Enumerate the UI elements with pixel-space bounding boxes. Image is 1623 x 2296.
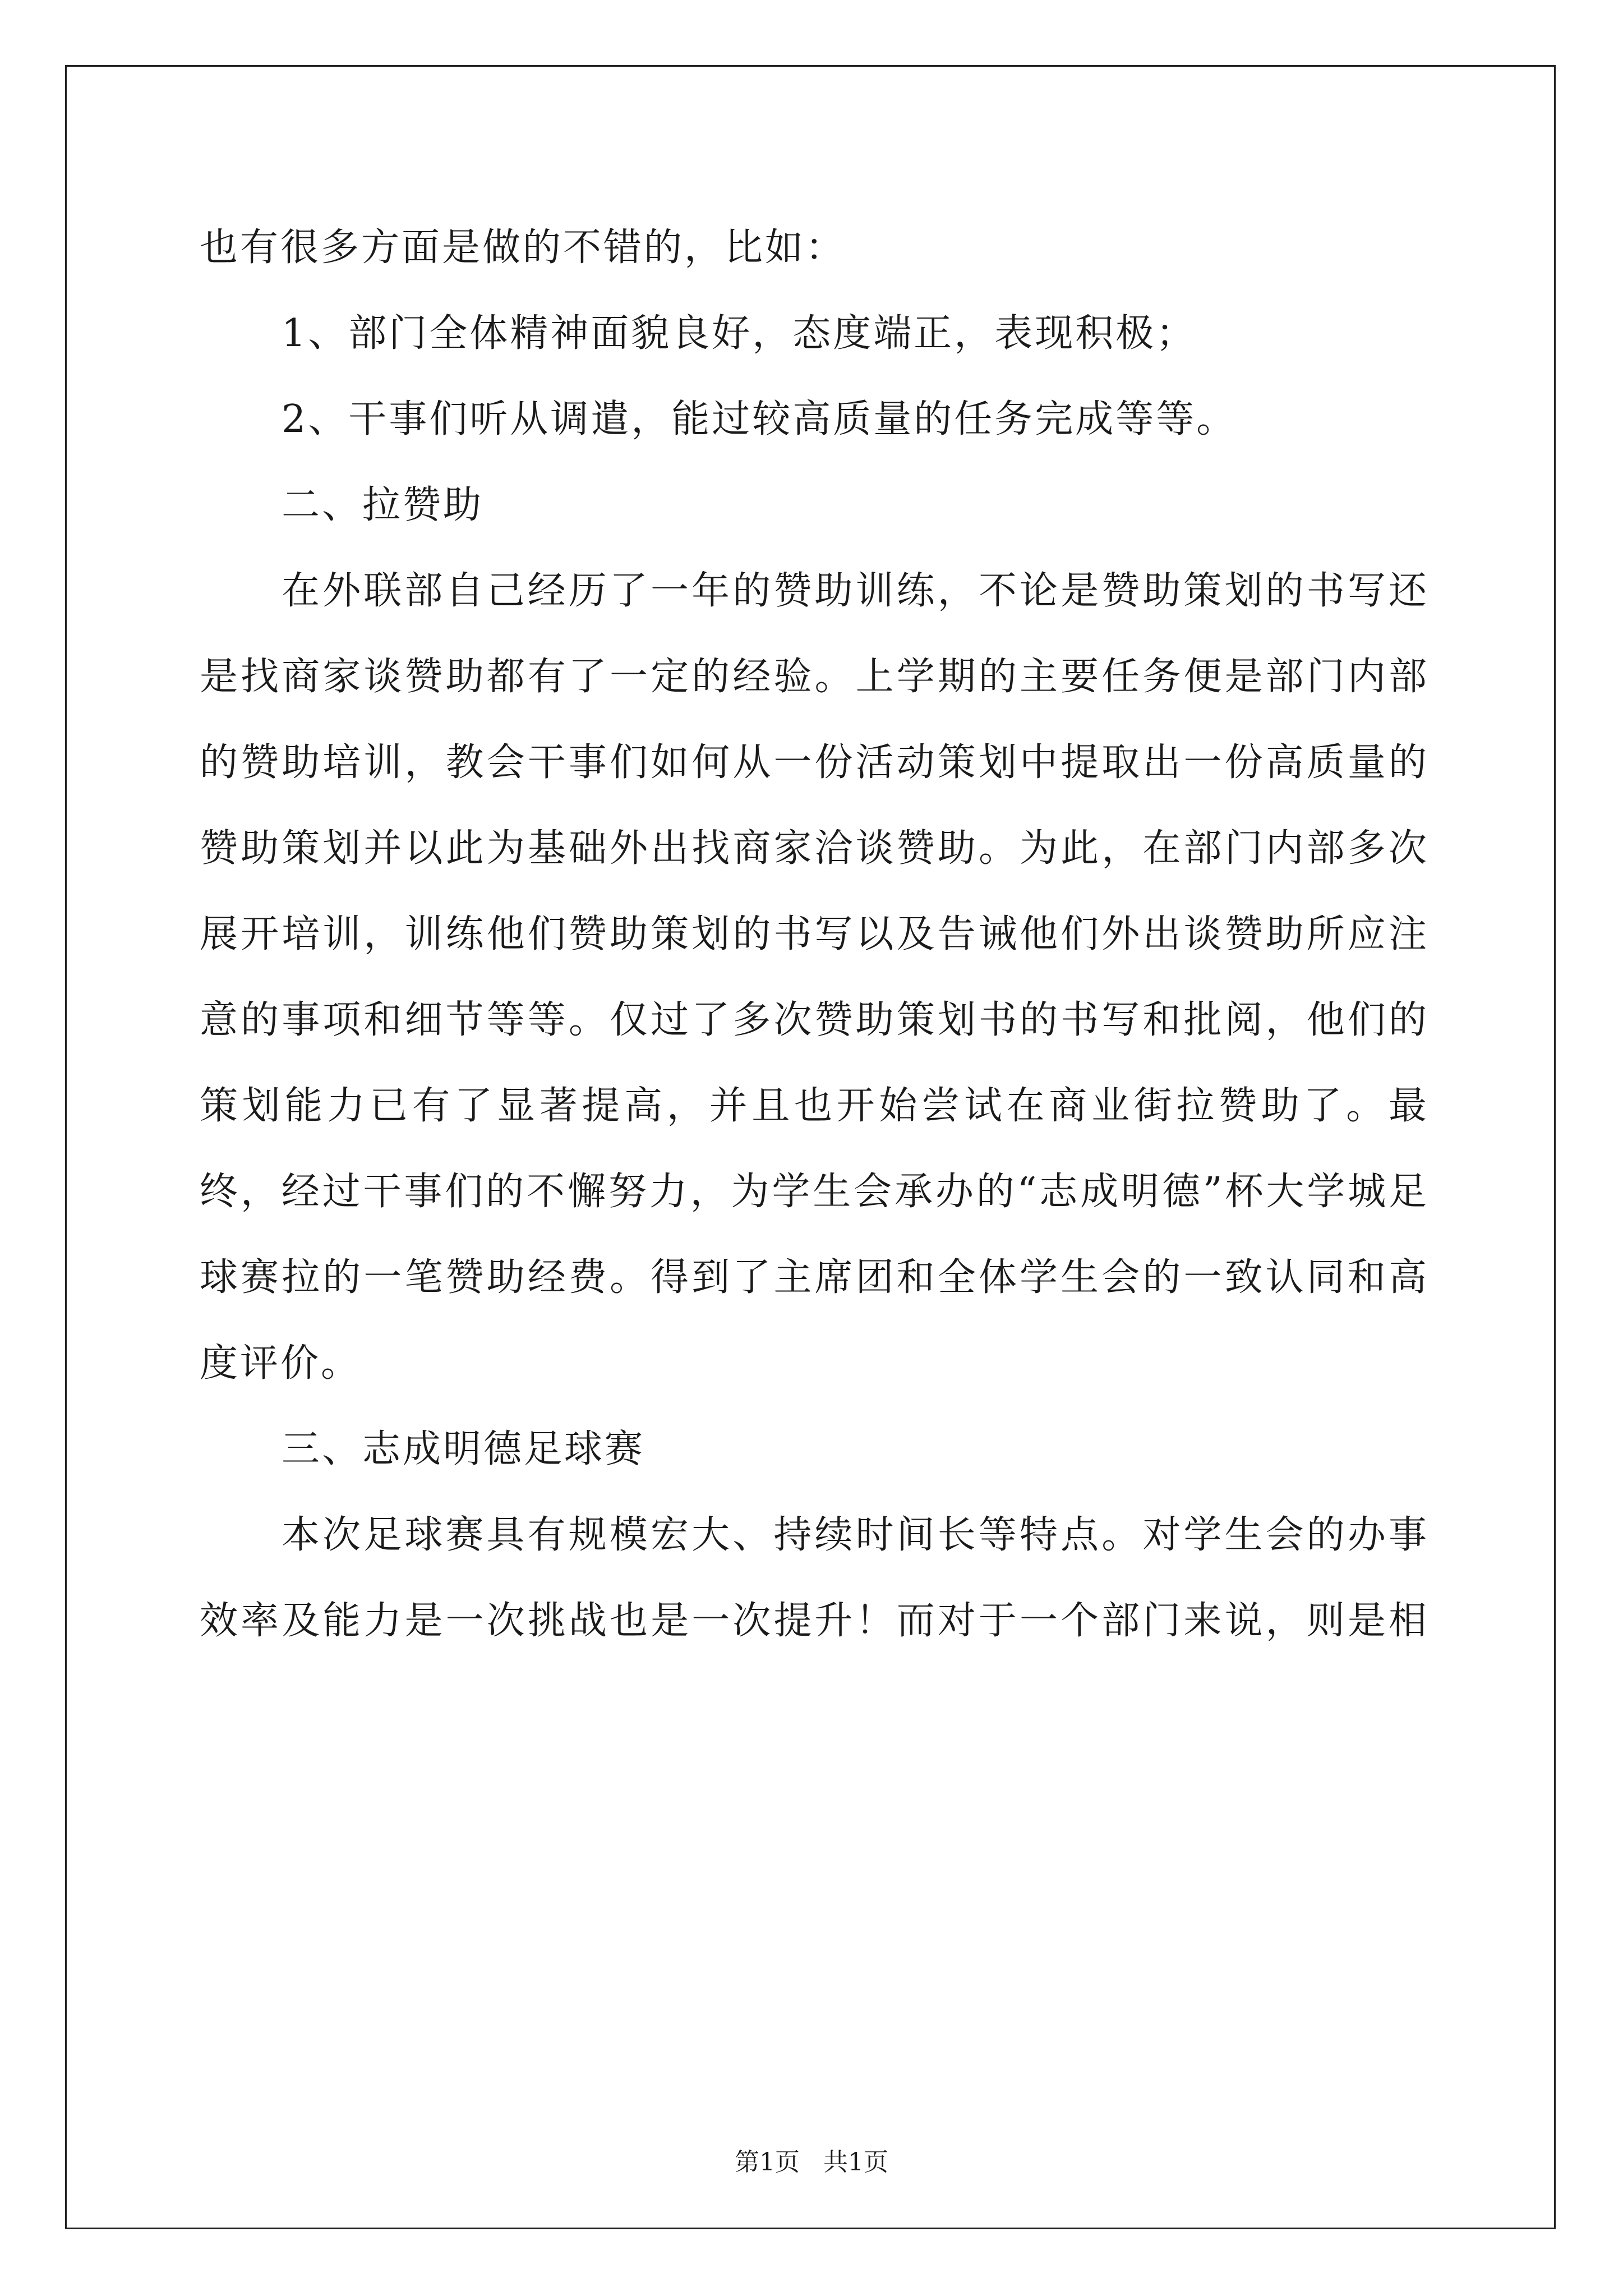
page-total: 共1页: [823, 2148, 888, 2177]
document-body: [200, 205, 1429, 1664]
page-number: 第1页: [735, 2148, 800, 2177]
paragraph-1: 也有很多方面是做的不错的，比如：: [200, 226, 846, 270]
section-heading-sponsorship: 二、拉赞助: [282, 483, 484, 527]
paragraph-sponsorship-body: 在外联部自己经历了一年的赞助训练，不论是赞助策划的书写还是找商家谈赞助都有了一定的经验。上学期的主要任务便是部门内部的赞助培训，教会干事们如何从一份活动策划中提取出一份高质量的赞助策划并以此为基础外出找商家洽谈赞助。为此，在部门内部多次展开培训，训练他们赞助策划的书写以及告诫他们外出谈赞助所应注意的事项和细节等等。仅过了多次赞助策划书的书写和批阅，他们的策划能力已有了显著提高，并且也开始尝试在商业街拉赞助了。最终，经过干事们的不懈努力，为学生会承办的“志成明德”杯大学城足球赛拉的一笔赞助经费。得到了主席团和全体学生会的一致认同和高度评价。: [200, 569, 1429, 1386]
section-heading-football-match: 三、志成明德足球赛: [282, 1427, 645, 1471]
footer-gap: [800, 2148, 823, 2177]
paragraph-3: 2、干事们听从调遣，能过较高质量的任务完成等等。: [282, 397, 1237, 441]
paragraph-football-body: 本次足球赛具有规模宏大、持续时间长等特点。对学生会的办事效率及能力是一次挑战也是一次提升！而对于一个部门来说，则是相: [200, 1513, 1429, 1643]
paragraph-2: 1、部门全体精神面貌良好，态度端正，表现积极；: [282, 311, 1197, 356]
page-footer: [0, 2146, 1623, 2179]
